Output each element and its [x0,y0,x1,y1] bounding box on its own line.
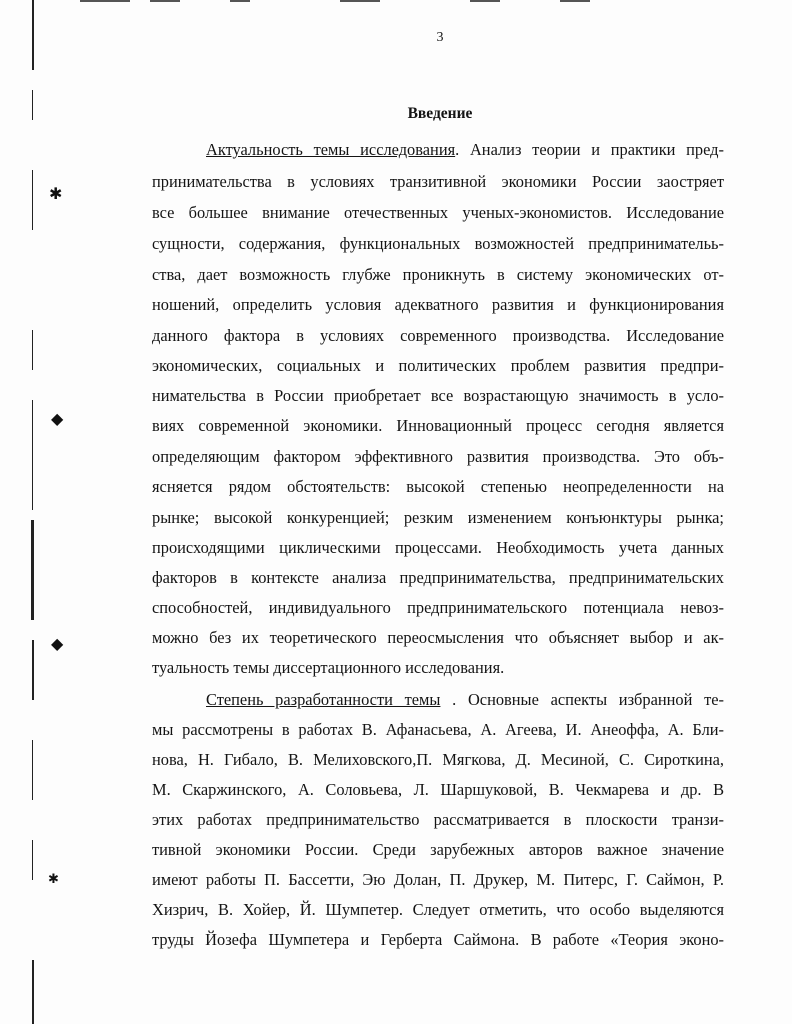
paragraph-line: ношений, определить условия адекватного развития и функционирования [152,295,724,314]
page-number: 3 [436,30,444,45]
paragraph-line: принимательства в условиях транзитивной экономики России заостряет [152,172,724,191]
scan-speck-icon: ✱ [49,184,63,203]
scan-speck-icon: ✱ [48,872,59,887]
section-title-research-degree: Степень разработанности темы [206,690,441,709]
scan-mark [80,0,130,2]
scan-margin-line [32,170,33,230]
scan-margin-line [32,400,33,510]
paragraph-line: можно без их теоретического переосмысления что объясняет выбор и ак- [152,628,724,647]
scan-mark [340,0,380,2]
section-title-relevance: Актуальность темы исследования [206,140,456,159]
paragraph-line: этих работах предпринимательство рассматривается в плоскости транзи- [152,810,724,829]
paragraph-line [206,140,724,160]
paragraph-line: ства, дает возможность глубже проникнуть в систему экономических от- [152,265,724,284]
paragraph-line: факторов в контексте анализа предпринимательства, предпринимательских [152,568,724,587]
scan-mark [470,0,500,2]
paragraph-line: Хизрич, В. Хойер, Й. Шумпетер. Следует отметить, что особо выделяются [152,900,724,919]
scan-margin-line [32,640,34,700]
paragraph-line: нимательства в России приобретает все возрастающую значимость в усло- [152,386,724,405]
scan-margin-line [31,520,34,620]
scan-mark [560,0,590,2]
paragraph-line: виях современной экономики. Инновационный процесс сегодня является [152,416,724,435]
scan-speck-icon: ◆ [51,634,64,653]
paragraph-line: экономических, социальных и политических проблем развития предпри- [152,356,724,375]
paragraph-line: имеют работы П. Бассетти, Эю Долан, П. Друкер, М. Питерс, Г. Саймон, Р. [152,870,724,889]
paragraph-line: все большее внимание отечественных ученых-экономистов. Исследование [152,203,724,222]
paragraph-line: сущности, содержания, функциональных возможностей предпринимательь- [152,234,724,253]
paragraph-line: М. Скаржинского, А. Соловьева, Л. Шаршуковой, В. Чекмарева и др. В [152,780,724,799]
scan-margin-line [32,740,33,800]
paragraph-line: способностей, индивидуального предпринимательского потенциала невоз- [152,598,724,617]
paragraph-line: туальность темы диссертационного исследования. [152,658,505,677]
paragraph-line: происходящими циклическими процессами. Необходимость учета данных [152,538,724,557]
paragraph-line [206,690,724,710]
paragraph-line: тивной экономики России. Среди зарубежных авторов важное значение [152,840,724,859]
scan-margin-line [32,960,34,1024]
paragraph-line: данного фактора в условиях современного производства. Исследование [152,326,724,345]
paragraph-text: . Основные аспекты избранной те- [440,690,724,709]
paragraph-line: мы рассмотрены в работах В. Афанасьева, А. Агеева, И. Анеоффа, А. Бли- [152,720,724,739]
paragraph-text: . Анализ теории и практики пред- [455,140,724,159]
scan-margin-line [32,330,33,370]
paragraph-line: труды Йозефа Шумпетера и Герберта Саймона. В работе «Теория эконо- [152,930,724,949]
paragraph-line: определяющим фактором эффективного развития производства. Это объ- [152,447,724,466]
page-title: Введение [407,105,473,122]
scan-mark [230,0,250,2]
paragraph-line: нова, Н. Гибало, В. Мелиховского,П. Мягкова, Д. Месиной, С. Сироткина, [152,750,724,769]
paragraph-line: рынке; высокой конкуренцией; резким изменением конъюнктуры рынка; [152,508,724,527]
paragraph-line: ясняется рядом обстоятельств: высокой степенью неопределенности на [152,477,724,496]
scan-margin-line [32,840,33,880]
scan-speck-icon: ◆ [51,409,64,428]
scan-mark [150,0,180,2]
